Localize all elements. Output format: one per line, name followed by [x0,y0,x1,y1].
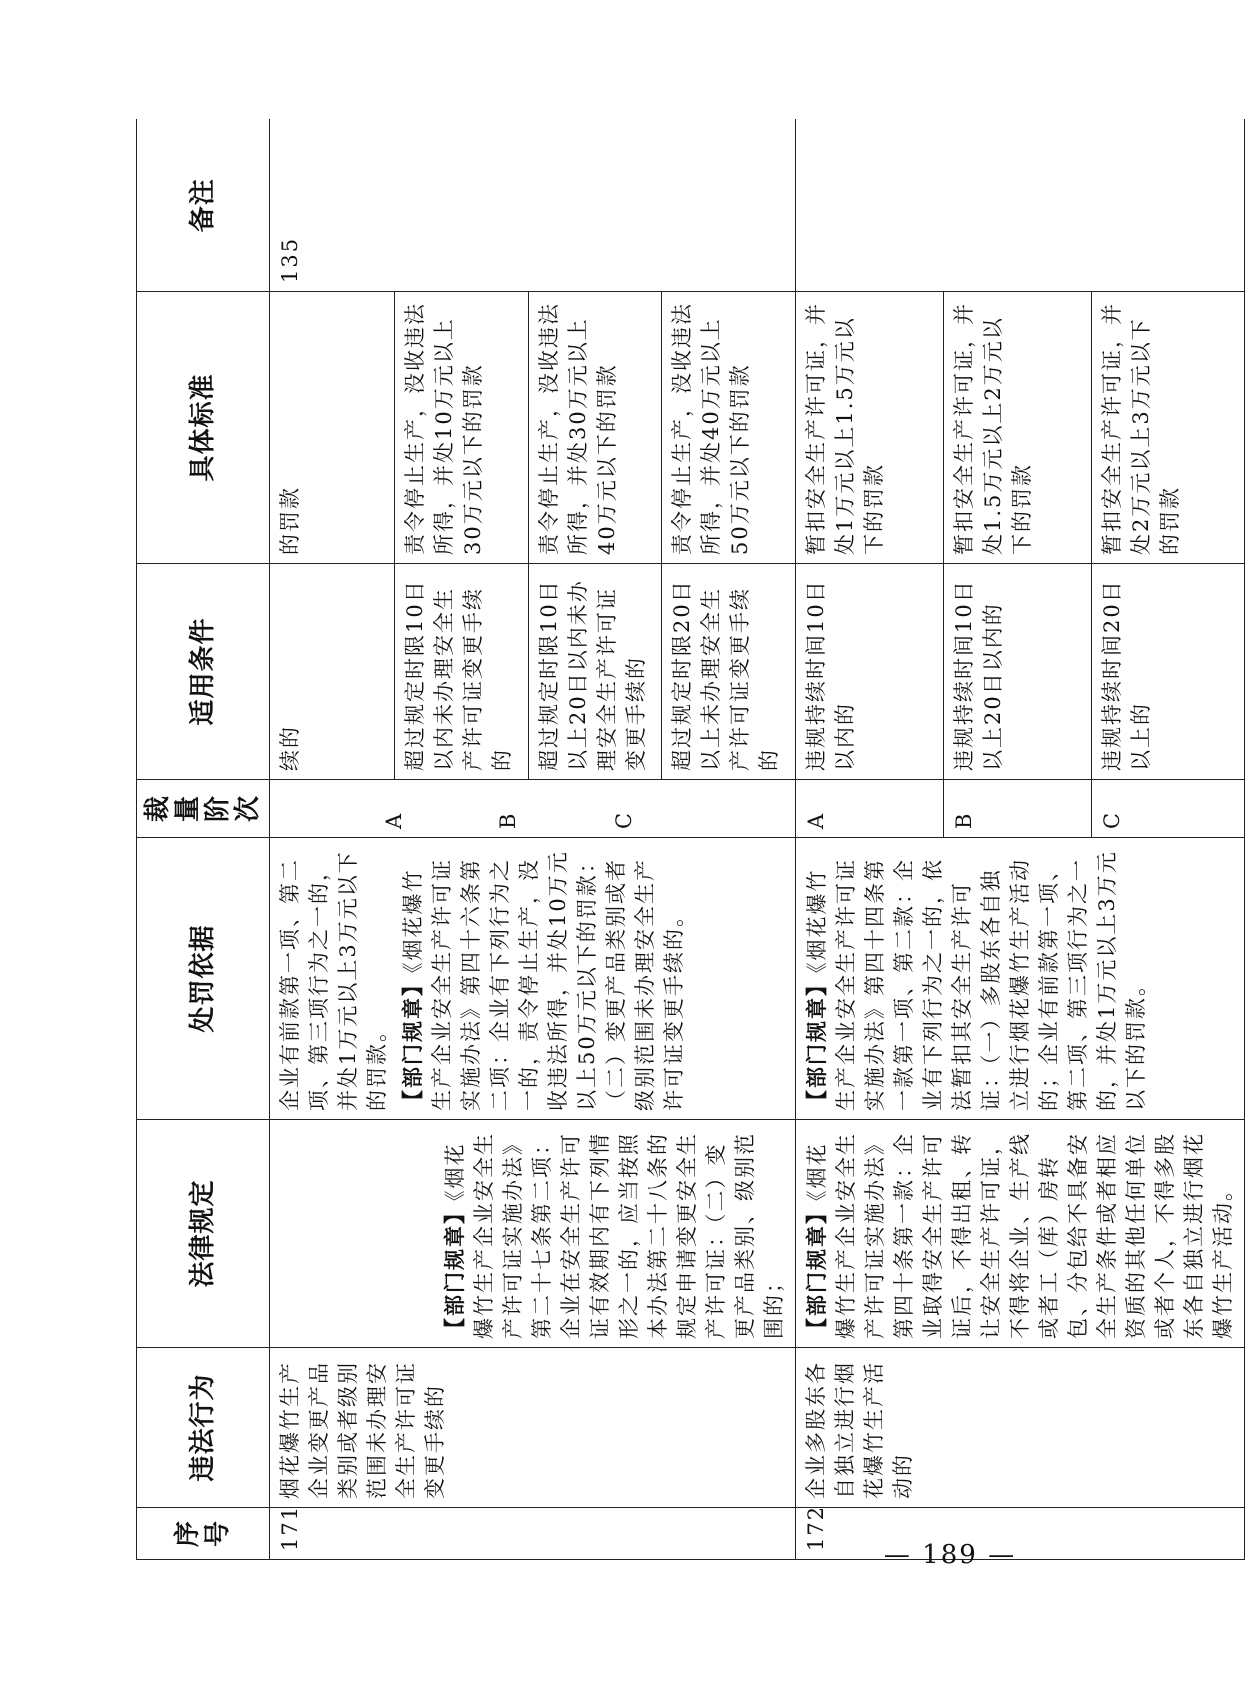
condition-cell: 超过规定时限20日以上未办理安全生产许可证变更手续的 [662,564,796,780]
header-law: 法律规定 [137,1120,270,1348]
basis-continued: 企业有前款第一项、第二项、第三项行为之一的，并处1万元以上3万元以下的罚款。 [278,850,389,1111]
standard-cell: 责令停止生产，没收违法所得，并处40万元以上50万元以下的罚款 [662,292,796,564]
header-condition: 适用条件 [137,564,270,780]
table-row [796,120,944,1560]
level-letter: C [612,810,636,829]
condition-cell: 超过规定时限10日以内未办理安全生产许可证变更手续的 [395,564,529,780]
standard-continued: 的罚款 [270,292,395,564]
basis-cell [270,838,796,1120]
law-cell [796,1120,1245,1348]
standard-cell: 责令停止生产，没收违法所得，并处10万元以上30万元以下的罚款 [395,292,529,564]
level-cell: A [796,780,944,838]
law-prefix: 【部门规章】 [804,1201,829,1339]
seq-cell: 171 [270,1508,796,1560]
page-number: — 189 — [883,1540,1017,1570]
condition-cell: 违规持续时间10日以内的 [796,564,944,780]
level-cell: B [944,780,1092,838]
basis-cell [796,838,1245,1120]
violation-cell: 烟花爆竹生产企业变更产品类别或者级别范围未办理安全生产许可证变更手续的 [270,1348,796,1508]
table-header-row [137,120,270,1560]
standard-cell: 暂扣安全生产许可证，并处1万元以上1.5万元以下的罚款 [796,292,944,564]
header-basis: 处罚依据 [137,838,270,1120]
table-row [270,120,395,1560]
seq-cell: 172 [796,1508,1245,1560]
header-violation: 违法行为 [137,1348,270,1508]
basis-text: 《烟花爆竹生产企业安全生产许可证实施办法》第四十六条第二项：企业有下列行为之一的，责令停止生产，没收违法所得，并处10万元以上50万元以下的罚款：（二）变更产品类别或者级别范围未办理安全生产许可证变更手续的。 [401,850,686,1111]
basis-body [398,846,689,1111]
law-cell [270,1120,796,1348]
note-cell [796,120,1245,292]
condition-cell: 违规持续时间10日以上20日以内的 [944,564,1092,780]
condition-continued: 续的 [270,564,395,780]
level-letter: A [382,811,406,829]
basis-prefix: 【部门规章】 [804,973,829,1111]
penalty-discretion-table [136,120,1245,1561]
header-seq: 序号 [137,1508,270,1560]
standard-cell: 暂扣安全生产许可证，并处2万元以上3万元以下的罚款 [1092,292,1245,564]
note-cell: 135 [270,120,796,292]
condition-cell: 违规持续时间20日以上的 [1092,564,1245,780]
standard-cell: 暂扣安全生产许可证，并处1.5万元以上2万元以下的罚款 [944,292,1092,564]
law-prefix: 【部门规章】 [442,1201,467,1339]
basis-prefix: 【部门规章】 [400,973,425,1111]
header-standard: 具体标准 [137,292,270,564]
level-cell [270,780,796,838]
level-cell: C [1092,780,1245,838]
level-letter: B [496,811,520,829]
standard-cell: 责令停止生产，没收违法所得，并处30万元以上40万元以下的罚款 [528,292,662,564]
header-level: 裁量阶次 [137,780,270,838]
basis-text: 《烟花爆竹生产企业安全生产许可证实施办法》第四十四条第一款第一项、第二款：企业有下列行为之一的，依法暂扣其安全生产许可证：（一）多股东各自独立进行烟花爆竹生产活动的；企业有前款第一项、第二项、第三项行为之一的，并处1万元以上3万元以下的罚款。 [805,850,1148,1111]
law-text: 《烟花爆竹生产企业安全生产许可证实施办法》第四十条第一款：企业取得安全生产许可证后，不得出租、转让安全生产许可证，不得将企业、生产线或者工（库）房转包、分包给不具备安全生产条件或者相应资质的其他任何单位或者个人，不得多股东各自独立进行烟花爆竹生产活动。 [805,1132,1235,1339]
condition-cell: 超过规定时限10日以上20日以内未办理安全生产许可证变更手续的 [528,564,662,780]
rotated-page-content [136,120,1235,1560]
law-text: 《烟花爆竹生产企业安全生产许可证实施办法》第二十七条第二项：企业在安全生产许可证有效期内有下列情形之一的，应当按照本办法第二十八条的规定申请变更安全生产许可证：（二）变更产品类别、级别范围的； [443,1132,786,1339]
header-note: 备注 [137,120,270,292]
violation-cell: 企业多股东各自独立进行烟花爆竹生产活动的 [796,1348,1245,1508]
